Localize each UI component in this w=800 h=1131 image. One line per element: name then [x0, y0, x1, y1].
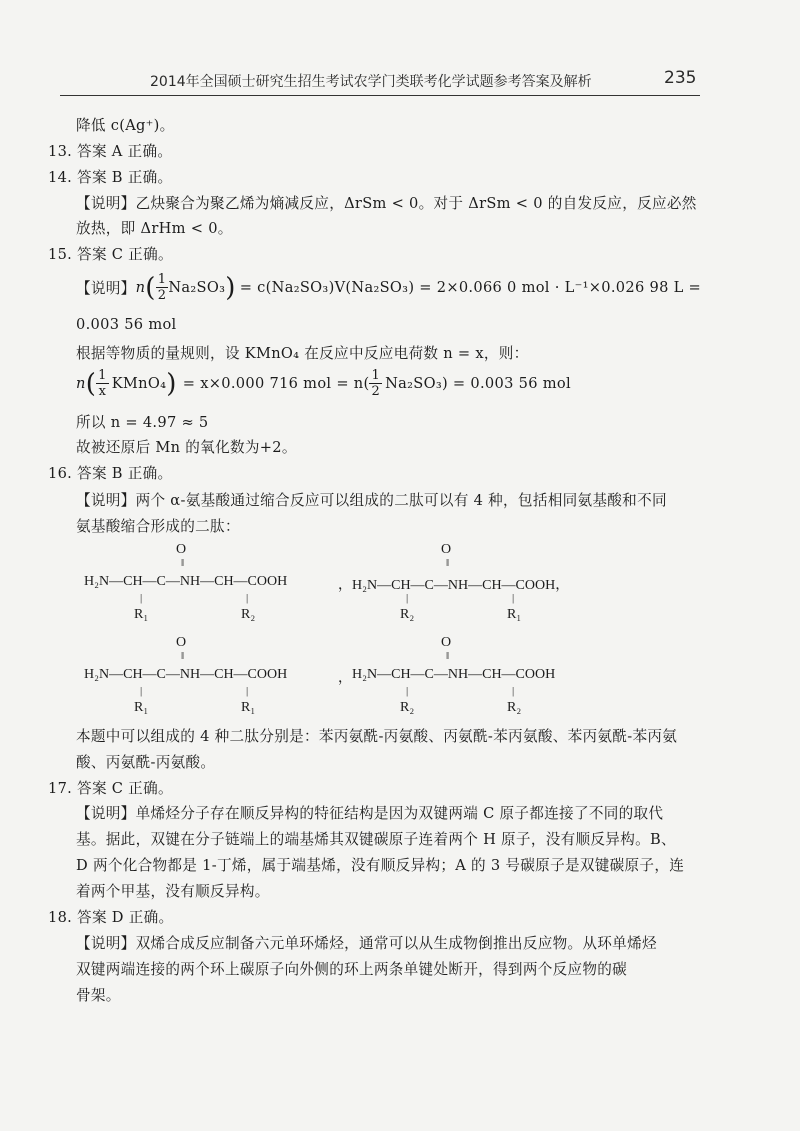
side-chain-4b: R₂ — [507, 700, 522, 715]
equation-label: 【说明】 — [76, 280, 136, 297]
fraction-half: $\frac{1}{2}$ — [157, 272, 167, 303]
header-rule — [60, 95, 700, 96]
explain-15-equation-2: n ( $\frac{1}{x}$ KMnO₄ ) = x×0.000 716 mol = n( $\frac{1}{2}$ Na₂SO₃ ) = 0.003 56 mol — [76, 368, 571, 399]
explain-16-line-3: 本题中可以组成的 4 种二肽分别是：苯丙氨酰-丙氨酸、丙氨酰-苯丙氨酸、苯丙氨酰-苯丙氨 — [76, 728, 678, 745]
page-number: 235 — [664, 68, 697, 88]
explain-16-line-2: 氨基酸缩合形成的二肽： — [76, 518, 240, 535]
carbonyl-oxygen-3: O — [176, 635, 187, 650]
species-sodium-sulfite-2: Na₂SO₃ — [385, 375, 442, 392]
line-1: 降低 c(Ag⁺)。 — [76, 117, 175, 134]
explain-16-line-1: 【说明】两个 α-氨基酸通过缩合反应可以组成的二肽可以有 4 种，包括相同氨基酸和不同 — [76, 492, 667, 509]
running-header-title: 2014年全国硕士研究生招生考试农学门类联考化学试题参考答案及解析 — [150, 74, 592, 90]
explain-15-line-3: 根据等物质的量规则，设 KMnO₄ 在反应中反应电荷数 n = x，则： — [76, 345, 529, 362]
equation-1-rest: = c(Na₂SO₃)V(Na₂SO₃) = 2×0.066 0 mol · L⁻¹×0.026 98 L = — [239, 279, 702, 296]
side-chain-4a: R₂ — [400, 700, 415, 715]
explain-15-line-6: 故被还原后 Mn 的氧化数为+2。 — [76, 439, 297, 456]
dipeptide-chain-2: ，H₂N—CH—C—NH—CH—COOH， — [338, 578, 570, 593]
carbonyl-oxygen-4: O — [441, 635, 452, 650]
explain-14-line-2: 放热，即 ΔrHm < 0。 — [76, 220, 233, 237]
species-sodium-sulfite: Na₂SO₃ — [168, 279, 226, 296]
explain-17-line-4: 着两个甲基，没有顺反异构。 — [76, 883, 270, 900]
answer-14: 14. 答案 B 正确。 — [48, 169, 173, 186]
equation-n-2: n — [76, 375, 86, 392]
dipeptide-chain-1: H₂N—CH—C—NH—CH—COOH — [84, 574, 288, 589]
side-chain-1a: R₁ — [134, 607, 149, 622]
explain-18-line-1: 【说明】双烯合成反应制备六元单环烯烃，通常可以从生成物倒推出反应物。从环单烯烃 — [76, 935, 657, 952]
equation-2-end: ) = 0.003 56 mol — [442, 375, 571, 392]
side-chain-3a: R₁ — [134, 700, 149, 715]
equation-n: n — [135, 279, 146, 296]
fraction-half-2: $\frac{1}{2}$ — [371, 368, 381, 399]
explain-14-line-1: 【说明】乙炔聚合为聚乙烯为熵减反应，ΔrSm < 0。对于 ΔrSm < 0 的自发反应，反应必然 — [76, 195, 697, 212]
side-chain-1b: R₂ — [241, 607, 256, 622]
side-chain-3b: R₁ — [241, 700, 256, 715]
explain-17-line-2: 基。据此，双键在分子链端上的端基烯其双键碳原子连着两个 H 原子，没有顺反异构。B、 — [76, 831, 676, 848]
answer-17: 17. 答案 C 正确。 — [48, 780, 173, 797]
fraction-one-over-x: $\frac{1}{x}$ — [98, 368, 107, 399]
answer-18: 18. 答案 D 正确。 — [48, 909, 174, 926]
answer-13: 13. 答案 A 正确。 — [48, 143, 173, 160]
side-chain-2b: R₁ — [507, 607, 522, 622]
dipeptide-chain-3: H₂N—CH—C—NH—CH—COOH — [84, 667, 288, 682]
explain-16-line-4: 酸、丙氨酰-丙氨酸。 — [76, 754, 216, 771]
explain-15-line-5: 所以 n = 4.97 ≈ 5 — [76, 414, 209, 431]
explain-15-line-2: 0.003 56 mol — [76, 316, 177, 333]
explain-17-line-3: D 两个化合物都是 1-丁烯，属于端基烯，没有顺反异构；A 的 3 号碳原子是双键碳原子，连 — [76, 857, 685, 874]
equation-2-mid: = x×0.000 716 mol = n( — [182, 375, 370, 392]
side-chain-2a: R₂ — [400, 607, 415, 622]
dipeptide-chain-4: H₂N—CH—C—NH—CH—COOH — [352, 667, 556, 682]
carbonyl-oxygen-1: O — [176, 542, 187, 557]
carbonyl-oxygen-2: O — [441, 542, 452, 557]
explain-18-line-3: 骨架。 — [76, 987, 121, 1004]
explain-17-line-1: 【说明】单烯烃分子存在顺反异构的特征结构是因为双键两端 C 原子都连接了不同的取代 — [76, 805, 664, 822]
explain-15-equation-1: 【说明】 n ( $\frac{1}{2}$ Na₂SO₃ ) = c(Na₂SO₃)V(Na₂SO₃) = 2×0.066 0 mol · L⁻¹×0.026 98 L = — [76, 272, 702, 303]
explain-18-line-2: 双键两端连接的两个环上碳原子向外侧的环上两条单键处断开，得到两个反应物的碳 — [76, 961, 628, 978]
answer-15: 15. 答案 C 正确。 — [48, 246, 173, 263]
species-kmno4: KMnO₄ — [111, 375, 167, 392]
answer-16: 16. 答案 B 正确。 — [48, 465, 173, 482]
